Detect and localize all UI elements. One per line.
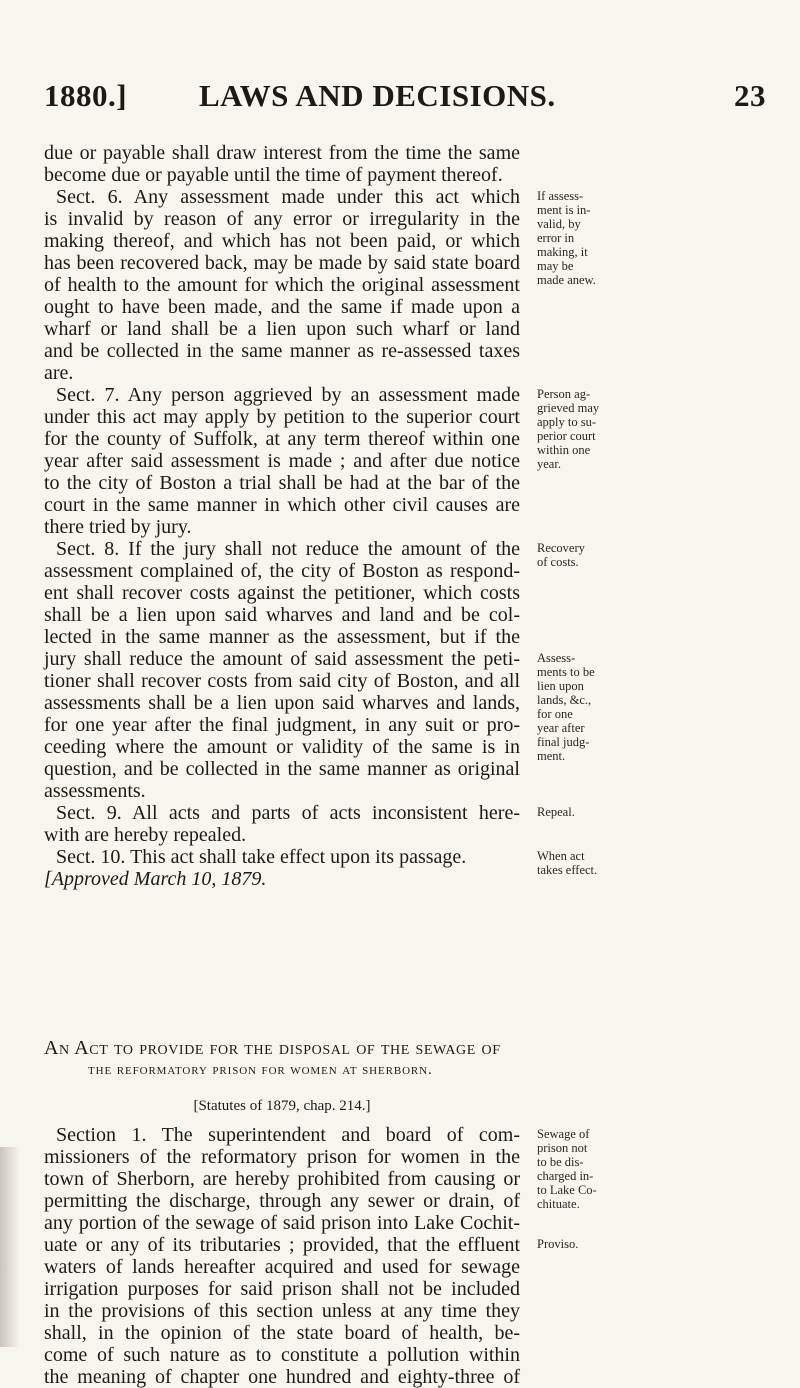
- body-line: irrigation purposes for said prison shall not be included: [44, 1278, 520, 1300]
- body-line: ought to have been made, and the same if made upon a: [44, 296, 520, 318]
- margin-note-petition: Person ag- grieved may apply to su- perior court within one year.: [537, 387, 600, 471]
- approval-date: [Approved March 10, 1879.: [44, 868, 267, 890]
- body-line: are.: [44, 362, 74, 384]
- section-6-start: Sect. 6. Any assessment made under this act which: [56, 186, 520, 208]
- body-line: of health to the amount for which the original assessment: [44, 274, 520, 296]
- section-9-start: Sect. 9. All acts and parts of acts inconsistent here-: [56, 802, 520, 824]
- body-line: making thereof, and which has not been paid, or which: [44, 230, 520, 252]
- body-line: wharf or land shall be a lien upon such wharf or land: [44, 318, 520, 340]
- body-line: shall be a lien upon said wharves and land and be col-: [44, 604, 520, 626]
- body-line: in the provisions of this section unless at any time they: [44, 1300, 520, 1322]
- margin-note-proviso: Proviso.: [537, 1237, 579, 1251]
- body-line: assessment complained of, the city of Boston as respond-: [44, 560, 520, 582]
- margin-note-costs: Recovery of costs.: [537, 541, 585, 569]
- body-line: year after said assessment is made ; and after due notice: [44, 450, 520, 472]
- act-title-continued: the reformatory prison for women at sherborn.: [88, 1062, 433, 1078]
- body-line: and be collected in the same manner as re-assessed taxes: [44, 340, 520, 362]
- header-year: 1880.]: [44, 78, 128, 113]
- body-line: permitting the discharge, through any sewer or drain, of: [44, 1190, 520, 1212]
- body-line: town of Sherborn, are hereby prohibited from causing or: [44, 1168, 520, 1190]
- body-line: tioner shall recover costs from said city of Boston, and all: [44, 670, 520, 692]
- body-line: ent shall recover costs against the petitioner, which costs: [44, 582, 520, 604]
- body-line: court in the same manner in which other civil causes are: [44, 494, 520, 516]
- margin-note-sewage: Sewage of prison not to be dis- charged in- to Lake Co- chituate.: [537, 1127, 597, 1211]
- margin-note-effect: When act takes effect.: [537, 849, 598, 877]
- section-8-start: Sect. 8. If the jury shall not reduce the amount of the: [56, 538, 520, 560]
- body-line: there tried by jury.: [44, 516, 192, 538]
- body-line: lected in the same manner as the assessment, but if the: [44, 626, 520, 648]
- body-line: any portion of the sewage of said prison into Lake Cochit-: [44, 1212, 520, 1234]
- body-line: waters of lands hereafter acquired and used for sewage: [44, 1256, 520, 1278]
- body-line: assessments shall be a lien upon said wharves and lands,: [44, 692, 520, 714]
- statute-citation: [Statutes of 1879, chap. 214.]: [193, 1098, 371, 1114]
- page-number: 23: [734, 78, 766, 113]
- section-1-start: Section 1. The superintendent and board of com-: [56, 1124, 520, 1146]
- body-line: for the county of Suffolk, at any term thereof within one: [44, 428, 520, 450]
- body-line: under this act may apply by petition to the superior court: [44, 406, 520, 428]
- body-line: missioners of the reformatory prison for women in the: [44, 1146, 520, 1168]
- header-title: LAWS AND DECISIONS.: [199, 78, 556, 113]
- margin-note-repeal: Repeal.: [537, 805, 575, 819]
- body-line: shall, in the opinion of the state board of health, be-: [44, 1322, 520, 1344]
- body-line: the meaning of chapter one hundred and eighty-three of: [44, 1366, 520, 1388]
- body-line: for one year after the final judgment, in any suit or pro-: [44, 714, 520, 736]
- page-edge-stain: [0, 1147, 20, 1347]
- body-line: has been recovered back, may be made by said state board: [44, 252, 520, 274]
- body-line: is invalid by reason of any error or irregularity in the: [44, 208, 520, 230]
- body-line: jury shall reduce the amount of said assessment the peti-: [44, 648, 520, 670]
- section-7-start: Sect. 7. Any person aggrieved by an assessment made: [56, 384, 520, 406]
- running-header: [44, 78, 766, 118]
- act-title: An Act to provide for the disposal of the sewage of: [44, 1037, 501, 1059]
- body-line: ceeding where the amount or validity of the same is in: [44, 736, 520, 758]
- body-line: come of such nature as to constitute a pollution within: [44, 1344, 520, 1366]
- margin-note-reassessment: If assess- ment is in- valid, by error in making, it may be made anew.: [537, 189, 596, 287]
- body-line: become due or payable until the time of payment thereof.: [44, 164, 503, 186]
- margin-note-lien: Assess- ments to be lien upon lands, &c., for one year after final judg- ment.: [537, 651, 595, 763]
- body-line: with are hereby repealed.: [44, 824, 247, 846]
- body-line: uate or any of its tributaries ; provided, that the effluent: [44, 1234, 520, 1256]
- body-line: assessments.: [44, 780, 146, 802]
- body-line: due or payable shall draw interest from the time the same: [44, 142, 520, 164]
- section-10-start: Sect. 10. This act shall take effect upon its passage.: [56, 846, 467, 868]
- body-line: question, and be collected in the same manner as original: [44, 758, 520, 780]
- body-line: to the city of Boston a trial shall be had at the bar of the: [44, 472, 520, 494]
